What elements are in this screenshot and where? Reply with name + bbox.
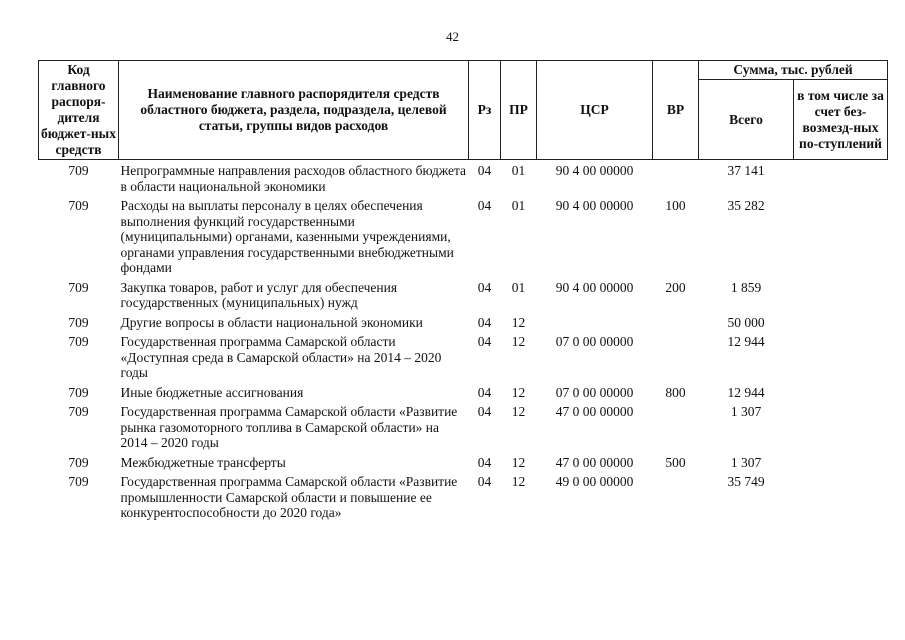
cell-code: 709 (68, 474, 89, 489)
cell-csr: 07 0 00 00000 (555, 384, 634, 400)
cell-pr: 12 (511, 384, 526, 400)
cell-free (794, 312, 888, 332)
cell-rz: 04 (477, 474, 492, 489)
cell-code: 709 (68, 198, 89, 213)
cell-rz: 04 (477, 198, 492, 213)
cell-total: 1 859 (730, 279, 762, 295)
table-row (39, 160, 888, 196)
cell-vr (653, 312, 699, 332)
cell-pr: 12 (511, 474, 526, 489)
cell-pr: 01 (511, 279, 526, 295)
budget-table (38, 60, 888, 522)
header-csr: ЦСР (537, 61, 653, 160)
cell-pr: 12 (511, 334, 526, 349)
cell-name: Государственная программа Самарской области «Доступная среда в Самарской области» на 2014 – 2020 годы (120, 334, 442, 380)
cell-rz: 04 (477, 334, 492, 349)
cell-vr: 100 (665, 198, 686, 213)
cell-total: 50 000 (727, 314, 765, 330)
table-row (39, 382, 888, 402)
cell-free (794, 160, 888, 196)
table-row (39, 195, 888, 277)
cell-rz: 04 (477, 384, 492, 400)
cell-vr (653, 471, 699, 522)
cell-free (794, 331, 888, 382)
cell-free (794, 401, 888, 452)
header-pr: ПР (501, 61, 537, 160)
table-row (39, 277, 888, 312)
cell-rz: 04 (477, 454, 492, 470)
cell-csr: 90 4 00 00000 (555, 279, 634, 295)
cell-pr: 12 (511, 404, 526, 419)
cell-csr: 90 4 00 00000 (555, 198, 634, 213)
cell-pr: 01 (511, 198, 526, 213)
cell-csr: 90 4 00 00000 (555, 163, 634, 178)
cell-rz: 04 (477, 314, 492, 330)
cell-total: 37 141 (727, 163, 765, 178)
table-header (39, 61, 888, 160)
cell-total: 1 307 (730, 404, 762, 419)
header-sum: Сумма, тыс. рублей (699, 61, 888, 80)
cell-name: Расходы на выплаты персоналу в целях обеспечения выполнения функций государственными (муниципальными) органами, казенными учреждениями, органами управления государственными внебюджетными фондами (120, 198, 454, 275)
cell-vr: 800 (665, 384, 686, 400)
cell-vr (653, 160, 699, 196)
cell-name: Непрограммные направления расходов областного бюджета в области национальной экономики (120, 163, 467, 194)
cell-name: Межбюджетные трансферты (120, 454, 286, 470)
cell-vr (653, 331, 699, 382)
table-row (39, 452, 888, 472)
cell-free (794, 471, 888, 522)
cell-pr: 12 (511, 314, 526, 330)
header-vr: ВР (653, 61, 699, 160)
cell-vr (653, 401, 699, 452)
header-rz: Рз (469, 61, 501, 160)
cell-name: Другие вопросы в области национальной экономики (120, 314, 423, 330)
cell-total: 12 944 (727, 334, 765, 349)
header-free: в том числе за счет без-возмезд-ных по-ступлений (794, 80, 888, 160)
cell-vr: 200 (665, 279, 686, 295)
cell-rz: 04 (477, 279, 492, 295)
cell-total: 35 749 (727, 474, 765, 489)
cell-free (794, 277, 888, 312)
cell-rz: 04 (477, 163, 492, 178)
cell-pr: 12 (511, 454, 526, 470)
cell-code: 709 (68, 163, 89, 178)
cell-csr (537, 312, 653, 332)
cell-csr: 07 0 00 00000 (555, 334, 634, 349)
cell-vr: 500 (665, 454, 686, 470)
table-row (39, 401, 888, 452)
cell-code: 709 (68, 334, 89, 349)
cell-name: Иные бюджетные ассигнования (120, 384, 304, 400)
cell-code: 709 (68, 404, 89, 419)
cell-free (794, 452, 888, 472)
cell-free (794, 382, 888, 402)
table-row (39, 471, 888, 522)
cell-name: Закупка товаров, работ и услуг для обеспечения государственных (муниципальных) нужд (120, 279, 398, 310)
table-row (39, 312, 888, 332)
cell-code: 709 (68, 454, 89, 470)
header-name: Наименование главного распорядителя средств областного бюджета, раздела, подраздела, целевой статьи, группы видов расходов (119, 61, 469, 160)
cell-code: 709 (68, 314, 89, 330)
header-total: Всего (699, 80, 794, 160)
cell-csr: 47 0 00 00000 (555, 454, 634, 470)
cell-name: Государственная программа Самарской области «Развитие промышленности Самарской области и повышение ее конкурентоспособности до 2020 года» (120, 474, 458, 520)
cell-code: 709 (68, 279, 89, 295)
cell-csr: 49 0 00 00000 (555, 474, 634, 489)
cell-free (794, 195, 888, 277)
cell-code: 709 (68, 384, 89, 400)
cell-pr: 01 (511, 163, 526, 178)
header-code: Код главного распоря-дителя бюджет-ных средств (39, 61, 119, 160)
cell-rz: 04 (477, 404, 492, 419)
cell-total: 12 944 (727, 384, 765, 400)
cell-csr: 47 0 00 00000 (555, 404, 634, 419)
table-row (39, 331, 888, 382)
cell-total: 1 307 (730, 454, 762, 470)
cell-name: Государственная программа Самарской области «Развитие рынка газомоторного топлива в Самарской области» на 2014 – 2020 годы (120, 404, 458, 450)
table-body (39, 160, 888, 522)
cell-total: 35 282 (727, 198, 765, 213)
page-number: 42 (446, 29, 459, 44)
